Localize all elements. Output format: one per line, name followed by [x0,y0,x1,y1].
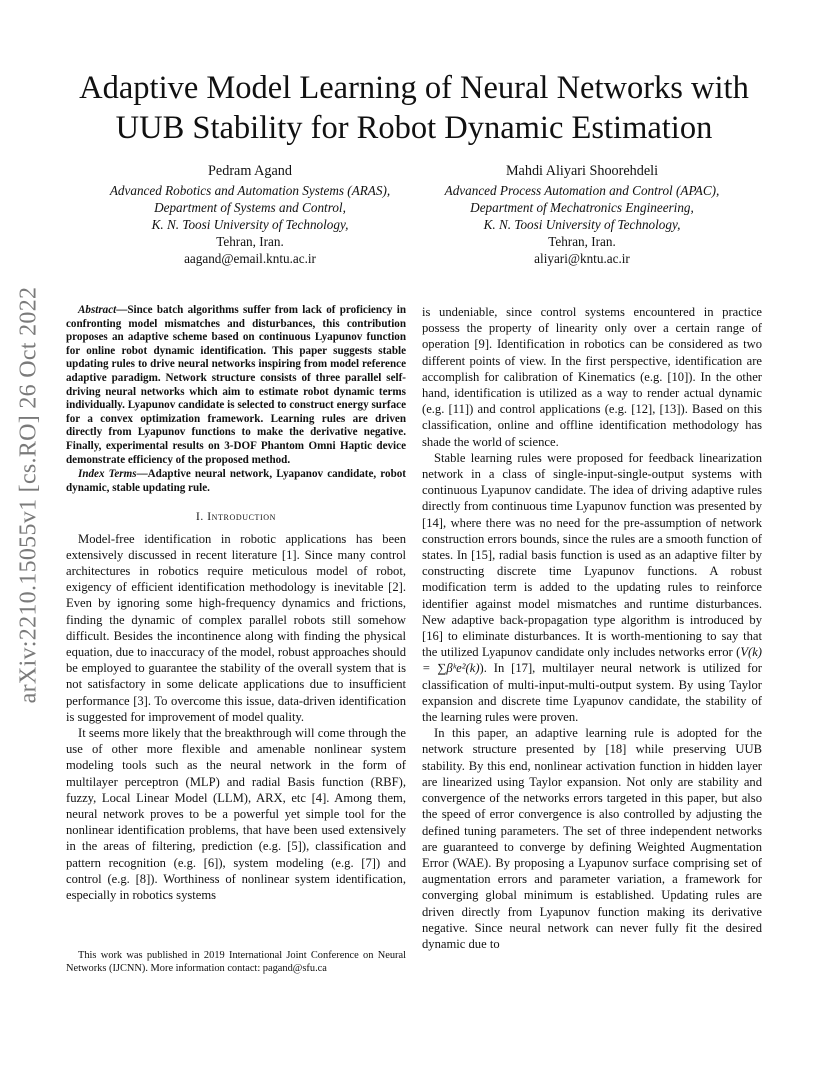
author-name: Mahdi Aliyari Shoorehdeli [505,163,659,179]
section-heading: I. Introduction [195,511,277,524]
author-affiliation-dept: Department of Systems and Control, [154,200,346,215]
paper-title [40,68,788,148]
author-block-1 [72,163,428,267]
author-affiliation-university: K. N. Toosi University of Technology, [483,217,681,232]
abstract-text: —Since batch algorithms suffer from lack of proficiency in confronting model mismatches and disturbances, this contribution proposes an adaptive scheme based on continuous Lyapunov function for online robot dynamic identification. This paper suggests stable updating rules to drive neural networks inspiring from model reference adaptive paradigm. Network structure consists of three parallel self-driving neural networks which aim to estimate robot dynamic terms individually. Lyapunov candidate is selected to construct energy surface for a convex optimization framework. Learning rules are driven directly from Lyapunov functions to make the derivative negative. Finally, experimental results on 3-DOF Phantom Omni Haptic device demonstrate efficiency of the proposed method. [66,304,406,466]
intro-paragraph-4 [422,450,762,725]
left-column [66,304,406,903]
intro-paragraph-5: In this paper, an adaptive learning rule is adopted for the network structure presented by [18] while preserving UUB stability. By this end, nonlinear activation function in hidden layer are linearized using Taylor expansion. Not only are stability and convergence of the networks errors targeted in this paper, but also the speed of error convergence is also controlled by adjusting the defined tuning parameters. The set of three independent networks are guaranteed to converge by defining Weighted Augmentation Error (WAE). By proposing a Lyapunov surface comprising set of augmentation errors and parameter variation, a framework for converging global minimum is established. Updating rules are driven directly from Lyapunov function making its derivative negative. Since neural network can never fully fit the desired dynamic due to [422,726,762,951]
author-email: aagand@email.kntu.ac.ir [184,251,316,266]
author-affiliation-lab: Advanced Robotics and Automation Systems (ARAS), [109,183,391,198]
abstract [66,304,406,467]
index-terms [66,468,406,495]
arxiv-watermark [8,286,50,704]
index-terms-label: Index Terms [78,468,137,481]
intro-paragraph-1: Model-free identification in robotic applications has been extensively discussed in recent literature [1]. Since many control architectures in robotics require meticulous model of robot, exigency of efficient identification methodology is inevitable [2]. Even by ignoring some high-frequency dynamics and frictions, finding the dynamic of complex parallel robots still somehow difficult. Besides the incontinence along with finding the physical equation, due to inaccuracy of the model, robust approaches should be employed to guarantee the stability of the overall system that is not satisfactory in some delicate applications due to insufficient performance [3]. To overcome this issue, data-driven identification is suggested for improvement of model quality. [66,531,406,724]
author-block-2 [404,163,760,267]
paragraph-text: ). In [17], multilayer neural network is utilized for classification of multi-input-multi-output system. By using Taylor expansion and discrete time Lyapunov candidate, the stability of the learning rules were proven. [422,661,762,725]
right-column [422,304,762,952]
paragraph-text: Stable learning rules were proposed for feedback linearization network in a class of single-input-single-output systems with continuous Lyapunov candidate. The idea of driving adaptive rules directly from continuous time Lyapunov function was presented by [14], where there was no need for the pre-assumption of network construction errors bounds, since the rules are a smooth function of states. In [15], radial basis function is used as an adaptive filter by constructing discrete time Lyapunov functions. A robust modification term is added to the updating rules to reinforce identifier against model mismatches and runtime disturbances. New adaptive back-propagation type algorithm is introduced by [16] to eliminate disturbances. It is worth-mentioning to say that the utilized Lyapunov candidate only includes networks error ( [422,450,762,660]
title-line-2: UUB Stability for Robot Dynamic Estimation [115,110,713,146]
author-affiliation-lab: Advanced Process Automation and Control (APAC), [444,183,720,198]
intro-paragraph-3: is undeniable, since control systems encountered in practice possess the property of linearity only over a certain range of operation [9]. Identification in robotics can be considered as two different points of view. In the first perspective, identification are accomplish for calibration of Kinematics (e.g. [10]). In the other hand, identification is utilized as a way to render actual dynamic (e.g. [11]) and control applications (e.g. [12], [13]). Based on this classification, online and offline identification methodology has shade the world of science. [422,305,762,449]
author-affiliation-dept: Department of Mechatronics Engineering, [470,200,694,215]
intro-paragraph-2: It seems more likely that the breakthrough will come through the use of other more flexible and amenable nonlinear system modeling tools such as the neural network in the form of multilayer perceptron (MLP) and radial Basis function (RBF), fuzzy, Local Linear Model (LLM), ARX, etc [4]. Among them, neural network proves to be a powerful yet simple tool for the nonlinear identification problems, that have been used extensively in the areas of filtering, prediction (e.g. [5]), classification and pattern recognition (e.g. [6]), system modeling (e.g. [7]) and control (e.g. [8]). Worthiness of nonlinear system identification, especially in robotics systems [66,725,406,902]
footnote: This work was published in 2019 International Joint Conference on Neural Networks (IJCNN). More information contact: pagand@sfu.ca [66,950,406,974]
author-city: Tehran, Iran. [548,234,616,249]
index-terms-text: —Adaptive neural network, Lyapanov candidate, robot dynamic, stable updating rule. [66,468,406,494]
author-affiliation-university: K. N. Toosi University of Technology, [151,217,349,232]
author-email: aliyari@kntu.ac.ir [534,251,630,266]
lyapunov-equation: V(k) = ∑βᵏe²(k) [422,645,762,676]
abstract-label: Abstract [78,304,117,316]
author-city: Tehran, Iran. [216,234,284,249]
title-line-1: Adaptive Model Learning of Neural Networks with [79,70,749,106]
arxiv-id: arXiv:2210.15055v1 [cs.RO] 26 Oct 2022 [15,286,42,704]
author-name: Pedram Agand [208,163,292,179]
